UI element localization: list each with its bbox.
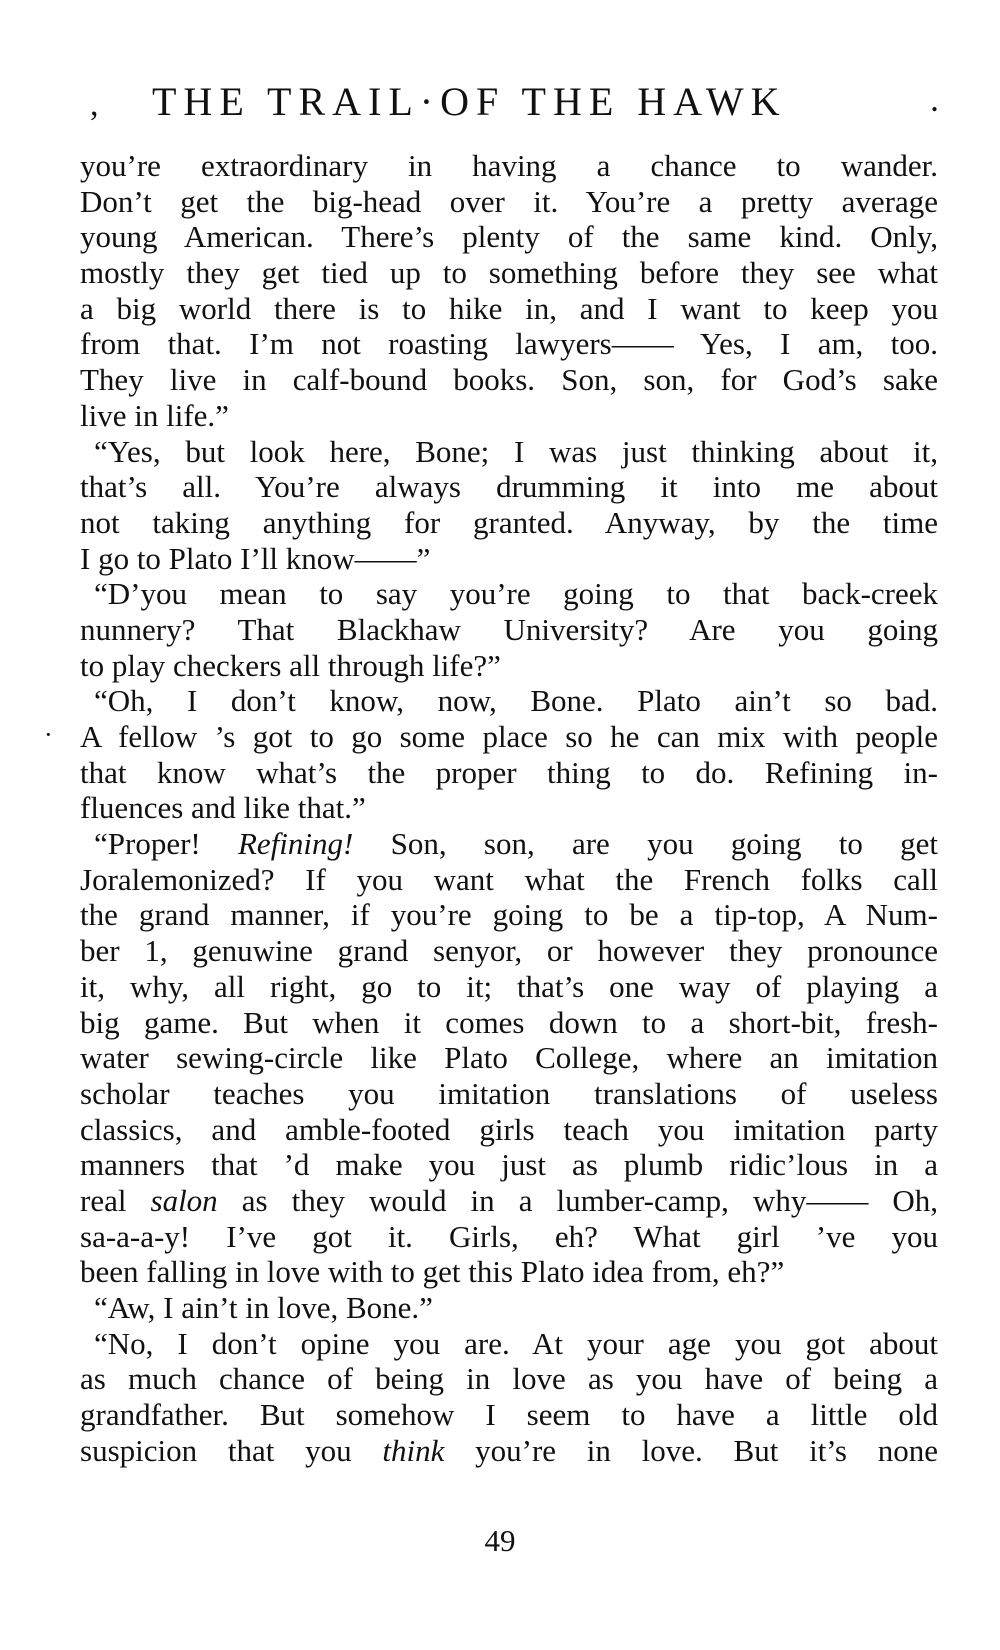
text-line (80, 1147, 938, 1183)
text-line-segment: classics, and amble-footed girls teach you imitation party (80, 1111, 938, 1147)
text-line (80, 1254, 938, 1290)
running-head-title: THE TRAIL·OF THE HAWK (152, 79, 787, 124)
text-line (80, 1326, 938, 1362)
running-head-left-mark: , (90, 86, 99, 123)
italic-word: Refining! (238, 826, 354, 862)
text-line (80, 255, 938, 291)
italic-word: salon (150, 1182, 218, 1218)
text-line-segment: the grand manner, if you’re going to be a tip-top, A Num- (80, 897, 938, 933)
text-line-segment: from that. I’m not roasting lawyers—— Yes, I am, too. (80, 326, 938, 362)
text-line-segment: live in life.” (80, 397, 229, 433)
text-line (80, 541, 938, 577)
text-line-segment: “No, I don’t opine you are. At your age you got about (94, 1325, 938, 1361)
text-line-segment: not taking anything for granted. Anyway, by the time (80, 504, 938, 540)
text-line-segment: “Proper! (94, 826, 238, 862)
text-line-segment: you’re in love. But it’s none (444, 1432, 938, 1468)
text-line (80, 576, 938, 612)
text-line (80, 505, 938, 541)
text-line (80, 969, 938, 1005)
text-line-segment: scholar teaches you imitation translations of useless (80, 1075, 938, 1111)
running-head (80, 78, 940, 138)
text-line (80, 434, 938, 470)
text-line-segment: you’re extraordinary in having a chance to wander. (80, 148, 938, 183)
text-line (80, 862, 938, 898)
text-line-segment: big game. But when it comes down to a short-bit, fresh- (80, 1004, 938, 1040)
text-line-segment: as they would in a lumber-camp, why—— Oh, (217, 1182, 938, 1218)
body-text (80, 148, 938, 1468)
text-line (80, 398, 938, 434)
text-line-segment: manners that ’d make you just as plumb ridic’lous in a (80, 1147, 938, 1183)
text-line (80, 184, 938, 220)
text-line-segment: “Aw, I ain’t in love, Bone.” (94, 1290, 433, 1325)
text-line (80, 1219, 938, 1255)
text-line-segment: Don’t get the big-head over it. You’re a pretty average (80, 183, 938, 219)
text-line (80, 1433, 938, 1469)
text-line-segment: water sewing-circle like Plato College, where an imitation (80, 1040, 938, 1076)
text-line-segment: sa-a-a-y! I’ve got it. Girls, eh? What girl ’ve you (80, 1218, 938, 1254)
text-line (80, 648, 938, 684)
italic-word: think (382, 1432, 445, 1468)
text-line (80, 683, 938, 719)
text-line (80, 826, 938, 862)
stray-print-mark: · (44, 720, 53, 749)
text-line-segment: “Oh, I don’t know, now, Bone. Plato ain’t so bad. (94, 683, 938, 719)
text-line-segment: a big world there is to hike in, and I want to keep you (80, 290, 938, 326)
text-line (80, 219, 938, 255)
text-line-segment: been falling in love with to get this Plato idea from, eh?” (80, 1254, 785, 1290)
text-line (80, 362, 938, 398)
text-line-segment: young American. There’s plenty of the same kind. Only, (80, 219, 938, 255)
text-line-segment: A fellow ’s got to go some place so he can mix with people (80, 719, 938, 754)
text-line-segment: mostly they get tied up to something before they see what (80, 255, 938, 291)
page-number: 49 (484, 1523, 516, 1558)
text-line-segment: “D’you mean to say you’re going to that back-creek (94, 576, 938, 612)
text-line-segment: Son, son, are you going to get (353, 826, 938, 862)
text-line (80, 1040, 938, 1076)
text-line (80, 1112, 938, 1148)
text-line (80, 1361, 938, 1397)
text-line (80, 1076, 938, 1112)
text-line-segment: Joralemonized? If you want what the French folks call (80, 861, 938, 897)
text-line-segment: that’s all. You’re always drumming it into me about (80, 469, 938, 505)
text-line (80, 1005, 938, 1041)
text-line-segment: it, why, all right, go to it; that’s one way of playing a (80, 968, 938, 1004)
text-line-segment: to play checkers all through life?” (80, 647, 501, 683)
running-head-right-mark: . (930, 79, 939, 119)
text-line (80, 291, 938, 327)
text-line-segment: real (80, 1182, 151, 1218)
text-line (80, 1183, 938, 1219)
text-line (80, 1290, 938, 1326)
text-line-segment: “Yes, but look here, Bone; I was just thinking about it, (94, 433, 938, 469)
text-line-segment: suspicion that you (80, 1432, 383, 1468)
text-line (80, 790, 938, 826)
text-line-segment: nunnery? That Blackhaw University? Are you going (80, 611, 938, 647)
text-line (80, 148, 938, 184)
text-line (80, 469, 938, 505)
text-line-segment: I go to Plato I’ll know——” (80, 540, 431, 576)
text-line (80, 897, 938, 933)
text-line (80, 1397, 938, 1433)
text-line-segment: fluences and like that.” (80, 790, 366, 826)
text-line-segment: as much chance of being in love as you have of being a (80, 1361, 938, 1397)
text-line-segment: grandfather. But somehow I seem to have a little old (80, 1397, 938, 1433)
text-line-segment: that know what’s the proper thing to do. Refining in- (80, 754, 938, 790)
text-line (80, 719, 938, 755)
text-line (80, 612, 938, 648)
text-line (80, 326, 938, 362)
text-line-segment: ber 1, genuwine grand senyor, or however they pronounce (80, 933, 938, 969)
text-line (80, 933, 938, 969)
text-line-segment: They live in calf-bound books. Son, son, for God’s sake (80, 362, 938, 398)
text-line (80, 755, 938, 791)
